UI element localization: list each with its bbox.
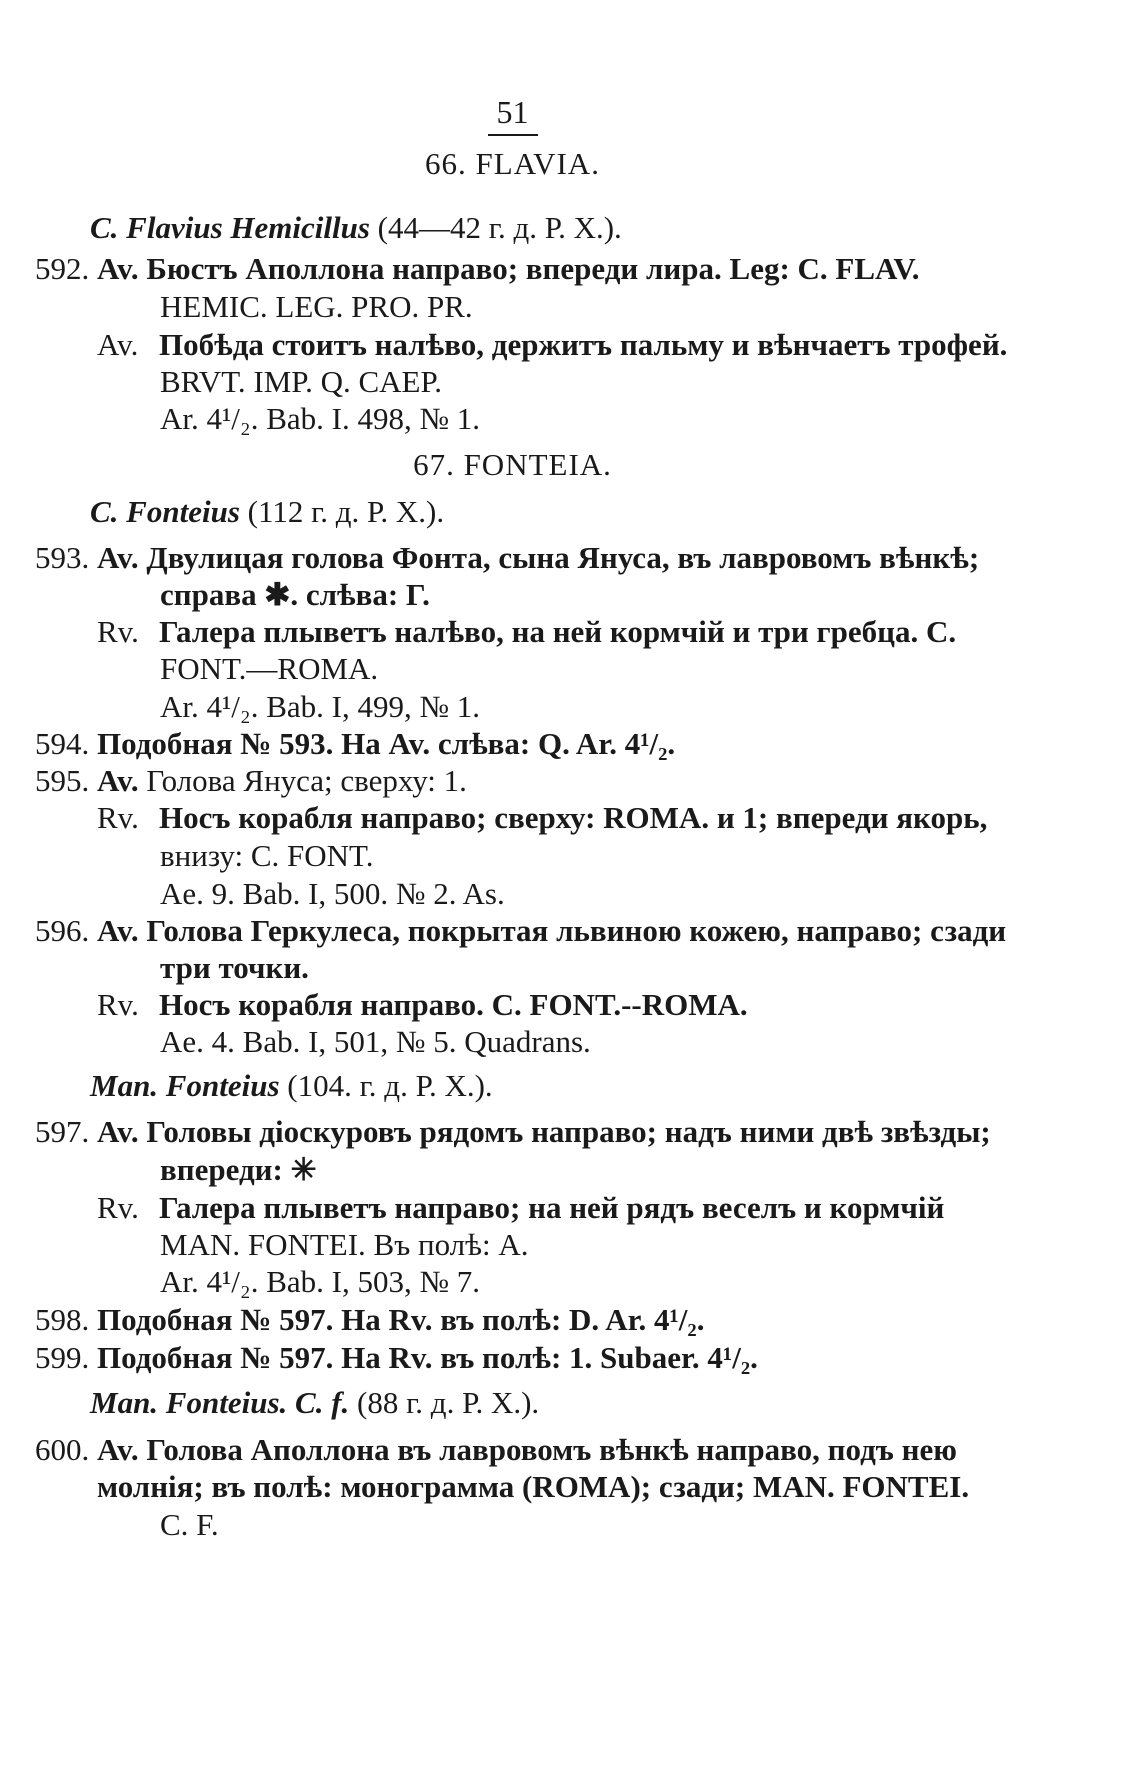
moneyer-name: Man. Fonteius. C. f.: [90, 1385, 350, 1420]
entry-600-av-cont: молнія; въ полѣ: монограмма (ROMA); сзади; MAN. FONTEI.: [97, 1469, 970, 1504]
entry-number: 597.: [35, 1114, 90, 1149]
moneyer-name: Man. Fonteius: [90, 1068, 280, 1103]
entry-596-rv: [97, 985, 748, 1025]
entry-text: Побѣда стоитъ налѣво, держитъ пальму и вѣнчаетъ трофей.: [159, 327, 1008, 362]
entry-text: Голова Аполлона въ лавровомъ вѣнкѣ направо, подъ нею: [146, 1432, 957, 1467]
entry-593-rv-cont: FONT.—ROMA.: [160, 651, 379, 686]
moneyer-line: [90, 208, 622, 248]
entry-592-rv: [97, 325, 1007, 365]
av-label: Av.: [97, 1114, 139, 1149]
entry-592-meta: Ar. 4¹/₂. Bab. I. 498, № 1.: [160, 401, 481, 436]
av-label: Av.: [97, 763, 139, 798]
entry-598: [35, 1300, 704, 1340]
page-number-rule: [488, 134, 538, 136]
rv-label: Rv.: [97, 987, 139, 1022]
entry-number: 599.: [35, 1340, 90, 1375]
entry-592-av: [35, 249, 920, 289]
entry-595-meta: Ae. 9. Bab. I, 500. № 2. As.: [160, 876, 505, 911]
entry-text: Бюстъ Аполлона направо; впереди лира. Leg: C. FLAV.: [146, 251, 920, 286]
moneyer-name: C. Fonteius: [90, 494, 240, 529]
moneyer-date: (104. г. д. Р. Х.).: [279, 1068, 493, 1103]
moneyer-name: C. Flavius Hemicillus: [90, 210, 370, 245]
entry-number: 592.: [35, 251, 90, 286]
entry-595-rv-cont: внизу: C. FONT.: [160, 838, 374, 873]
av-label: Av.: [97, 1432, 139, 1467]
entry-596-av-cont: три точки.: [160, 950, 309, 985]
entry-597-av: [35, 1112, 991, 1152]
entry-593-av: [35, 538, 979, 578]
entry-text: Голова Геркулеса, покрытая львиною кожею, направо; сзади: [146, 913, 1007, 948]
rv-label: Rv.: [97, 800, 139, 835]
entry-597-av-cont: впереди: ✳: [160, 1152, 317, 1187]
av-label: Av.: [97, 540, 139, 575]
entry-596-meta: Ae. 4. Bab. I, 501, № 5. Quadrans.: [160, 1024, 591, 1059]
entry-text: Носъ корабля направо; сверху: ROMA. и 1; впереди якорь,: [159, 800, 988, 835]
entry-number: 596.: [35, 913, 90, 948]
section-heading-fonteia: 67. FONTEIA.: [413, 447, 612, 482]
moneyer-line: [90, 492, 444, 532]
entry-593-meta: Ar. 4¹/₂. Bab. I, 499, № 1.: [160, 689, 481, 724]
entry-text: Галера плыветъ направо; на ней рядъ веселъ и кормчій: [159, 1190, 945, 1225]
entry-595-av: [35, 761, 467, 801]
entry-text: Голова Януса; сверху: 1.: [146, 763, 467, 798]
entry-text: Галера плыветъ налѣво, на ней кормчій и три гребца. C.: [159, 614, 957, 649]
entry-597-rv-cont: MAN. FONTEI. Въ полѣ: A.: [160, 1227, 529, 1262]
entry-text: Головы діоскуровъ рядомъ направо; надъ ними двѣ звѣзды;: [146, 1114, 991, 1149]
entry-594: [35, 724, 675, 764]
entry-600-av: [35, 1430, 957, 1470]
section-heading-flavia: 66. FLAVIA.: [425, 146, 600, 181]
entry-number: 594.: [35, 726, 90, 761]
entry-number: 598.: [35, 1302, 90, 1337]
page-number: 51: [496, 94, 529, 130]
entry-592-rv-cont: BRVT. IMP. Q. CAEP.: [160, 364, 443, 399]
moneyer-date: (112 г. д. Р. Х.).: [239, 494, 445, 529]
rv-label: Rv.: [97, 614, 139, 649]
av-label: Av.: [97, 251, 139, 286]
rv-label: Rv.: [97, 1190, 139, 1225]
moneyer-date: (88 г. д. Р. Х.).: [349, 1385, 540, 1420]
moneyer-line-2: [90, 1066, 493, 1106]
av-label: Av.: [97, 913, 139, 948]
entry-text: Подобная № 597. На Rv. въ полѣ: D. Ar. 4¹/₂.: [97, 1302, 705, 1337]
entry-600-av-cont2: C. F.: [160, 1507, 219, 1542]
entry-number: 593.: [35, 540, 90, 575]
entry-597-meta: Ar. 4¹/₂. Bab. I, 503, № 7.: [160, 1264, 481, 1299]
entry-number: 595.: [35, 763, 90, 798]
entry-593-rv: [97, 612, 956, 652]
entry-text: Носъ корабля направо. C. FONT.--ROMA.: [159, 987, 748, 1022]
rv-label: Av.: [97, 327, 139, 362]
entry-592-av-cont: HEMIC. LEG. PRO. PR.: [160, 289, 473, 324]
entry-text: Двулицая голова Фонта, сына Януса, въ лавровомъ вѣнкѣ;: [146, 540, 980, 575]
moneyer-date: (44—42 г. д. Р. Х.).: [369, 210, 622, 245]
entry-599: [35, 1338, 758, 1378]
entry-595-rv: [97, 798, 987, 838]
entry-number: 600.: [35, 1432, 90, 1467]
entry-text: Подобная № 597. На Rv. въ полѣ: 1. Subaer. 4¹/₂.: [97, 1340, 758, 1375]
entry-597-rv: [97, 1188, 944, 1228]
entry-596-av: [35, 911, 1006, 951]
moneyer-line-3: [90, 1383, 539, 1423]
entry-text: Подобная № 593. На Av. слѣва: Q. Ar. 4¹/₂.: [97, 726, 676, 761]
entry-593-av-cont: справа ✱. слѣва: Г.: [160, 577, 430, 612]
